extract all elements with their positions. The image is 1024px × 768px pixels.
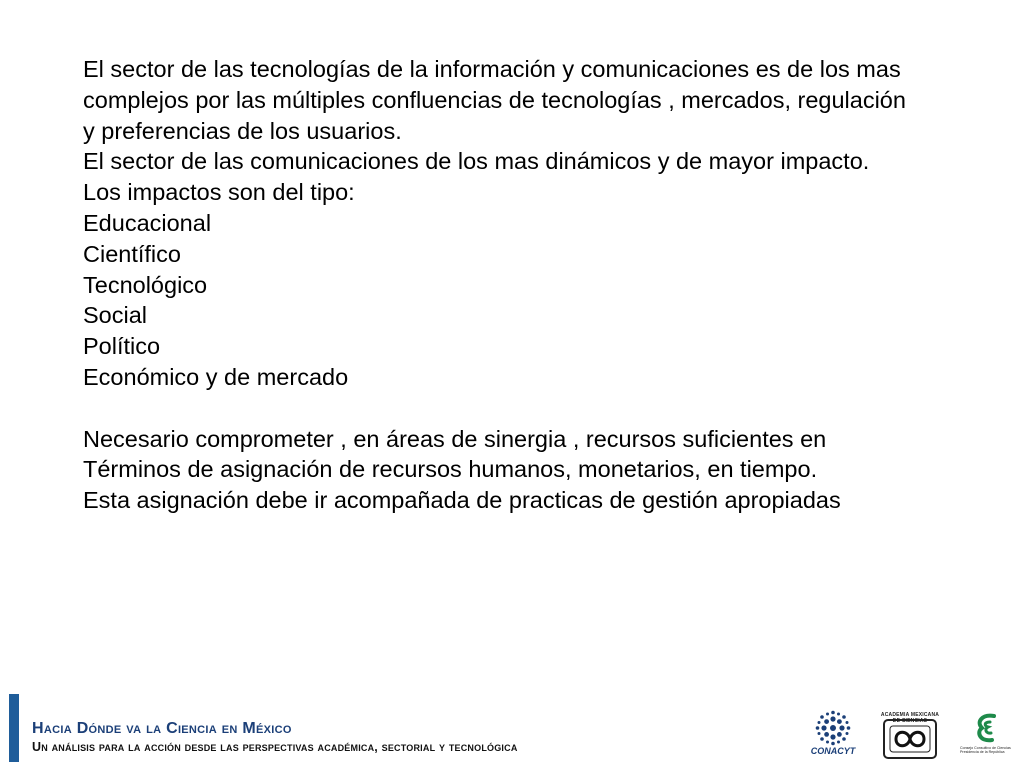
- footer-subtitle: Un análisis para la acción desde las perspectivas académica, sectorial y tecnológica: [32, 740, 518, 754]
- paragraph-ict-sector: El sector de las tecnologías de la información y comunicaciones es de los mas complejos por las múltiples confluencias de tecnologías , mercados, regulación y preferencias de los usuarios.: [83, 56, 906, 144]
- impact-item: Social: [83, 302, 148, 329]
- impact-item: Científico: [83, 240, 181, 267]
- footer-accent-bar: [9, 694, 19, 762]
- conacyt-logo: [808, 710, 858, 762]
- footer-title: Hacia Dónde va la Ciencia en México: [32, 720, 292, 737]
- amc-logo: [878, 710, 942, 762]
- impact-item: Político: [83, 333, 161, 360]
- impact-item: Tecnológico: [83, 271, 208, 298]
- impact-item: Económico y de mercado: [83, 363, 349, 390]
- ccc-emblem-icon: [960, 710, 1016, 746]
- paragraph-management: Esta asignación debe ir acompañada de practicas de gestión apropiadas: [83, 487, 841, 514]
- spacer: [83, 393, 913, 424]
- impact-item: Educacional: [83, 209, 212, 236]
- conacyt-emblem-icon: [808, 710, 858, 746]
- ccc-label: Consejo Consultivo de Ciencias Presidencia de la República: [960, 746, 1011, 755]
- amc-label: ACADEMIA MEXICANA DE CIENCIAS: [880, 712, 940, 724]
- slide-body: [83, 54, 913, 516]
- ccc-logo: [960, 710, 1016, 762]
- paragraph-communications-sector: El sector de las comunicaciones de los mas dinámicos y de mayor impacto.: [83, 148, 870, 175]
- impacts-intro: Los impactos son del tipo:: [83, 179, 355, 206]
- paragraph-commitment: Necesario comprometer , en áreas de sinergia , recursos suficientes en Términos de asignación de recursos humanos, monetarios, en tiempo.: [83, 425, 827, 483]
- conacyt-label: CONACYT: [810, 746, 856, 756]
